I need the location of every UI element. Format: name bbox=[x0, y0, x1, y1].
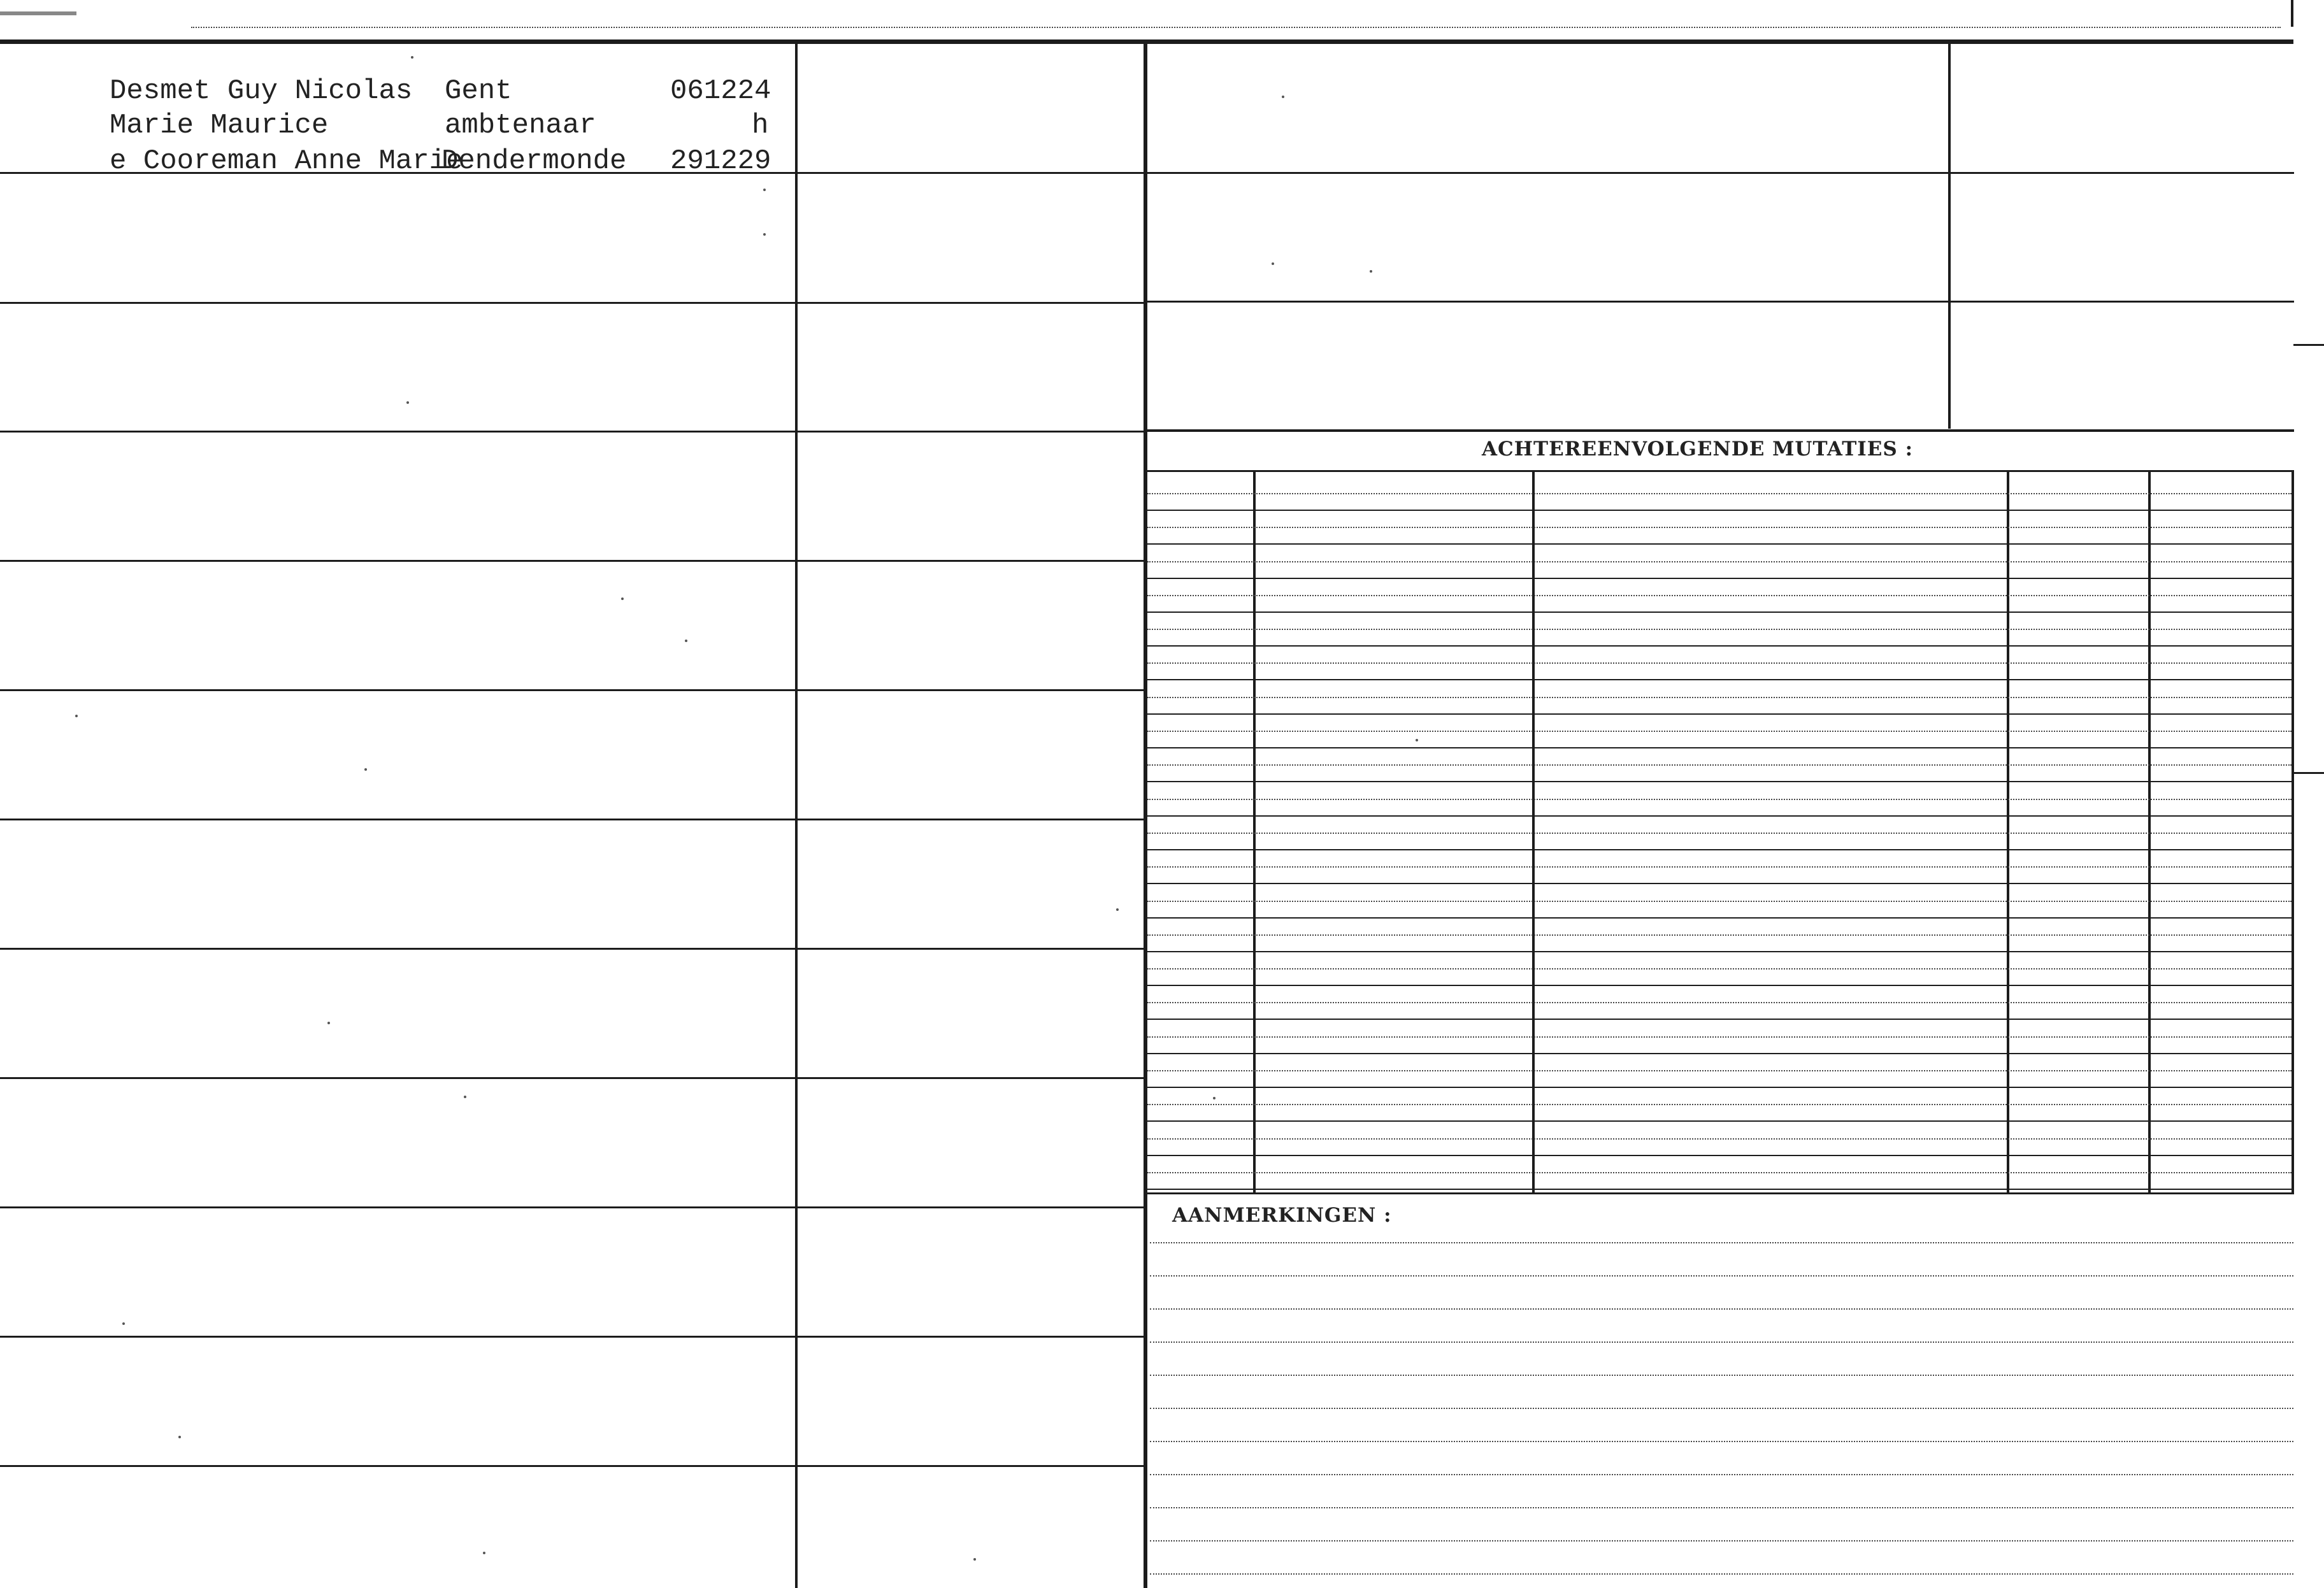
mutation-row-dotted bbox=[1147, 934, 2292, 936]
row-line bbox=[0, 1465, 1144, 1467]
mutation-row-line bbox=[1147, 543, 2292, 545]
entry-place-2: ambtenaar bbox=[445, 110, 596, 141]
mutation-row-dotted bbox=[1147, 866, 2292, 868]
entry-place-3: Dendermonde bbox=[441, 145, 627, 177]
entry-code-3: 291229 bbox=[670, 145, 771, 177]
entry-name-3: e Cooreman Anne Marie bbox=[110, 145, 463, 177]
mutation-row-line bbox=[1147, 1053, 2292, 1054]
mutation-column-divider bbox=[1532, 471, 1535, 1192]
remarks-ruled-line bbox=[1150, 1507, 2293, 1508]
row-line bbox=[0, 819, 1144, 820]
mutation-column-divider bbox=[1253, 471, 1256, 1192]
remarks-heading: AANMERKINGEN : bbox=[1172, 1204, 1392, 1227]
remarks-ruled-line bbox=[1150, 1441, 2293, 1442]
row-line bbox=[0, 948, 1144, 950]
entry-name-1: Desmet Guy Nicolas bbox=[110, 75, 413, 107]
mutation-row-dotted bbox=[1147, 1104, 2292, 1105]
mutation-row-line bbox=[1147, 612, 2292, 613]
remarks-ruled-line bbox=[1150, 1275, 2293, 1277]
entry-place-1: Gent bbox=[445, 75, 512, 107]
entry-code-1: 061224 bbox=[670, 75, 771, 107]
remarks-ruled-line bbox=[1150, 1540, 2293, 1542]
remarks-ruled-line bbox=[1150, 1242, 2293, 1243]
row-line bbox=[0, 689, 1144, 691]
mutation-row-dotted bbox=[1147, 833, 2292, 834]
remarks-ruled-line bbox=[1150, 1573, 2293, 1575]
remarks-ruled-line bbox=[1150, 1341, 2293, 1343]
mutation-row-line bbox=[1147, 1120, 2292, 1122]
mutation-row-line bbox=[1147, 510, 2292, 511]
mutation-row-dotted bbox=[1147, 662, 2292, 664]
remarks-ruled-line bbox=[1150, 1375, 2293, 1376]
column-divider bbox=[795, 42, 798, 1588]
mutation-row-line bbox=[1147, 849, 2292, 850]
mutation-row-dotted bbox=[1147, 901, 2292, 902]
mutation-row-line bbox=[1147, 1189, 2292, 1190]
mutation-column-divider bbox=[2007, 471, 2009, 1192]
mutation-row-dotted bbox=[1147, 629, 2292, 630]
mutation-row-line bbox=[1147, 1155, 2292, 1156]
row-line bbox=[0, 1206, 1144, 1208]
mutation-row-line bbox=[1147, 1087, 2292, 1088]
mutations-heading: ACHTEREENVOLGENDE MUTATIES : bbox=[1482, 438, 1914, 461]
scan-top-edge bbox=[0, 0, 2324, 38]
row-line bbox=[0, 1077, 1144, 1079]
mutation-row-dotted bbox=[1147, 764, 2292, 766]
remarks-ruled-line bbox=[1150, 1408, 2293, 1409]
mutation-row-dotted bbox=[1147, 1036, 2292, 1038]
entry-name-2: Marie Maurice bbox=[110, 110, 329, 141]
remarks-ruled-line bbox=[1150, 1308, 2293, 1310]
mutation-row-line bbox=[1147, 985, 2292, 986]
mutation-column-divider bbox=[2292, 471, 2294, 1192]
row-line bbox=[0, 560, 1144, 562]
row-line bbox=[0, 1336, 1144, 1338]
mutation-row-dotted bbox=[1147, 731, 2292, 732]
mutation-row-line bbox=[1147, 747, 2292, 748]
mutation-row-dotted bbox=[1147, 527, 2292, 528]
mutation-row-dotted bbox=[1147, 561, 2292, 562]
remarks-ruled-line bbox=[1150, 1474, 2293, 1475]
mutation-row-line bbox=[1147, 578, 2292, 579]
mutation-row-dotted bbox=[1147, 697, 2292, 698]
mutation-row-dotted bbox=[1147, 1172, 2292, 1173]
mutation-row-line bbox=[1147, 781, 2292, 782]
mutation-column-divider bbox=[2148, 471, 2151, 1192]
mutation-row-dotted bbox=[1147, 1138, 2292, 1140]
mutation-row-line bbox=[1147, 679, 2292, 680]
mutation-row-line bbox=[1147, 951, 2292, 952]
mutation-row-line bbox=[1147, 815, 2292, 817]
mutation-row-dotted bbox=[1147, 1070, 2292, 1071]
mutation-row-line bbox=[1147, 645, 2292, 647]
mutation-row-dotted bbox=[1147, 799, 2292, 800]
mutation-row-dotted bbox=[1147, 968, 2292, 969]
row-line bbox=[0, 302, 1144, 304]
row-line bbox=[0, 431, 1144, 433]
mutation-row-dotted bbox=[1147, 493, 2292, 494]
mutation-row-line bbox=[1147, 883, 2292, 884]
mutation-row-dotted bbox=[1147, 595, 2292, 596]
entry-code-2: h bbox=[752, 110, 769, 141]
mutation-row-line bbox=[1147, 713, 2292, 715]
mutation-row-line bbox=[1147, 1019, 2292, 1020]
mutation-row-dotted bbox=[1147, 1002, 2292, 1003]
mutation-row-line bbox=[1147, 917, 2292, 919]
